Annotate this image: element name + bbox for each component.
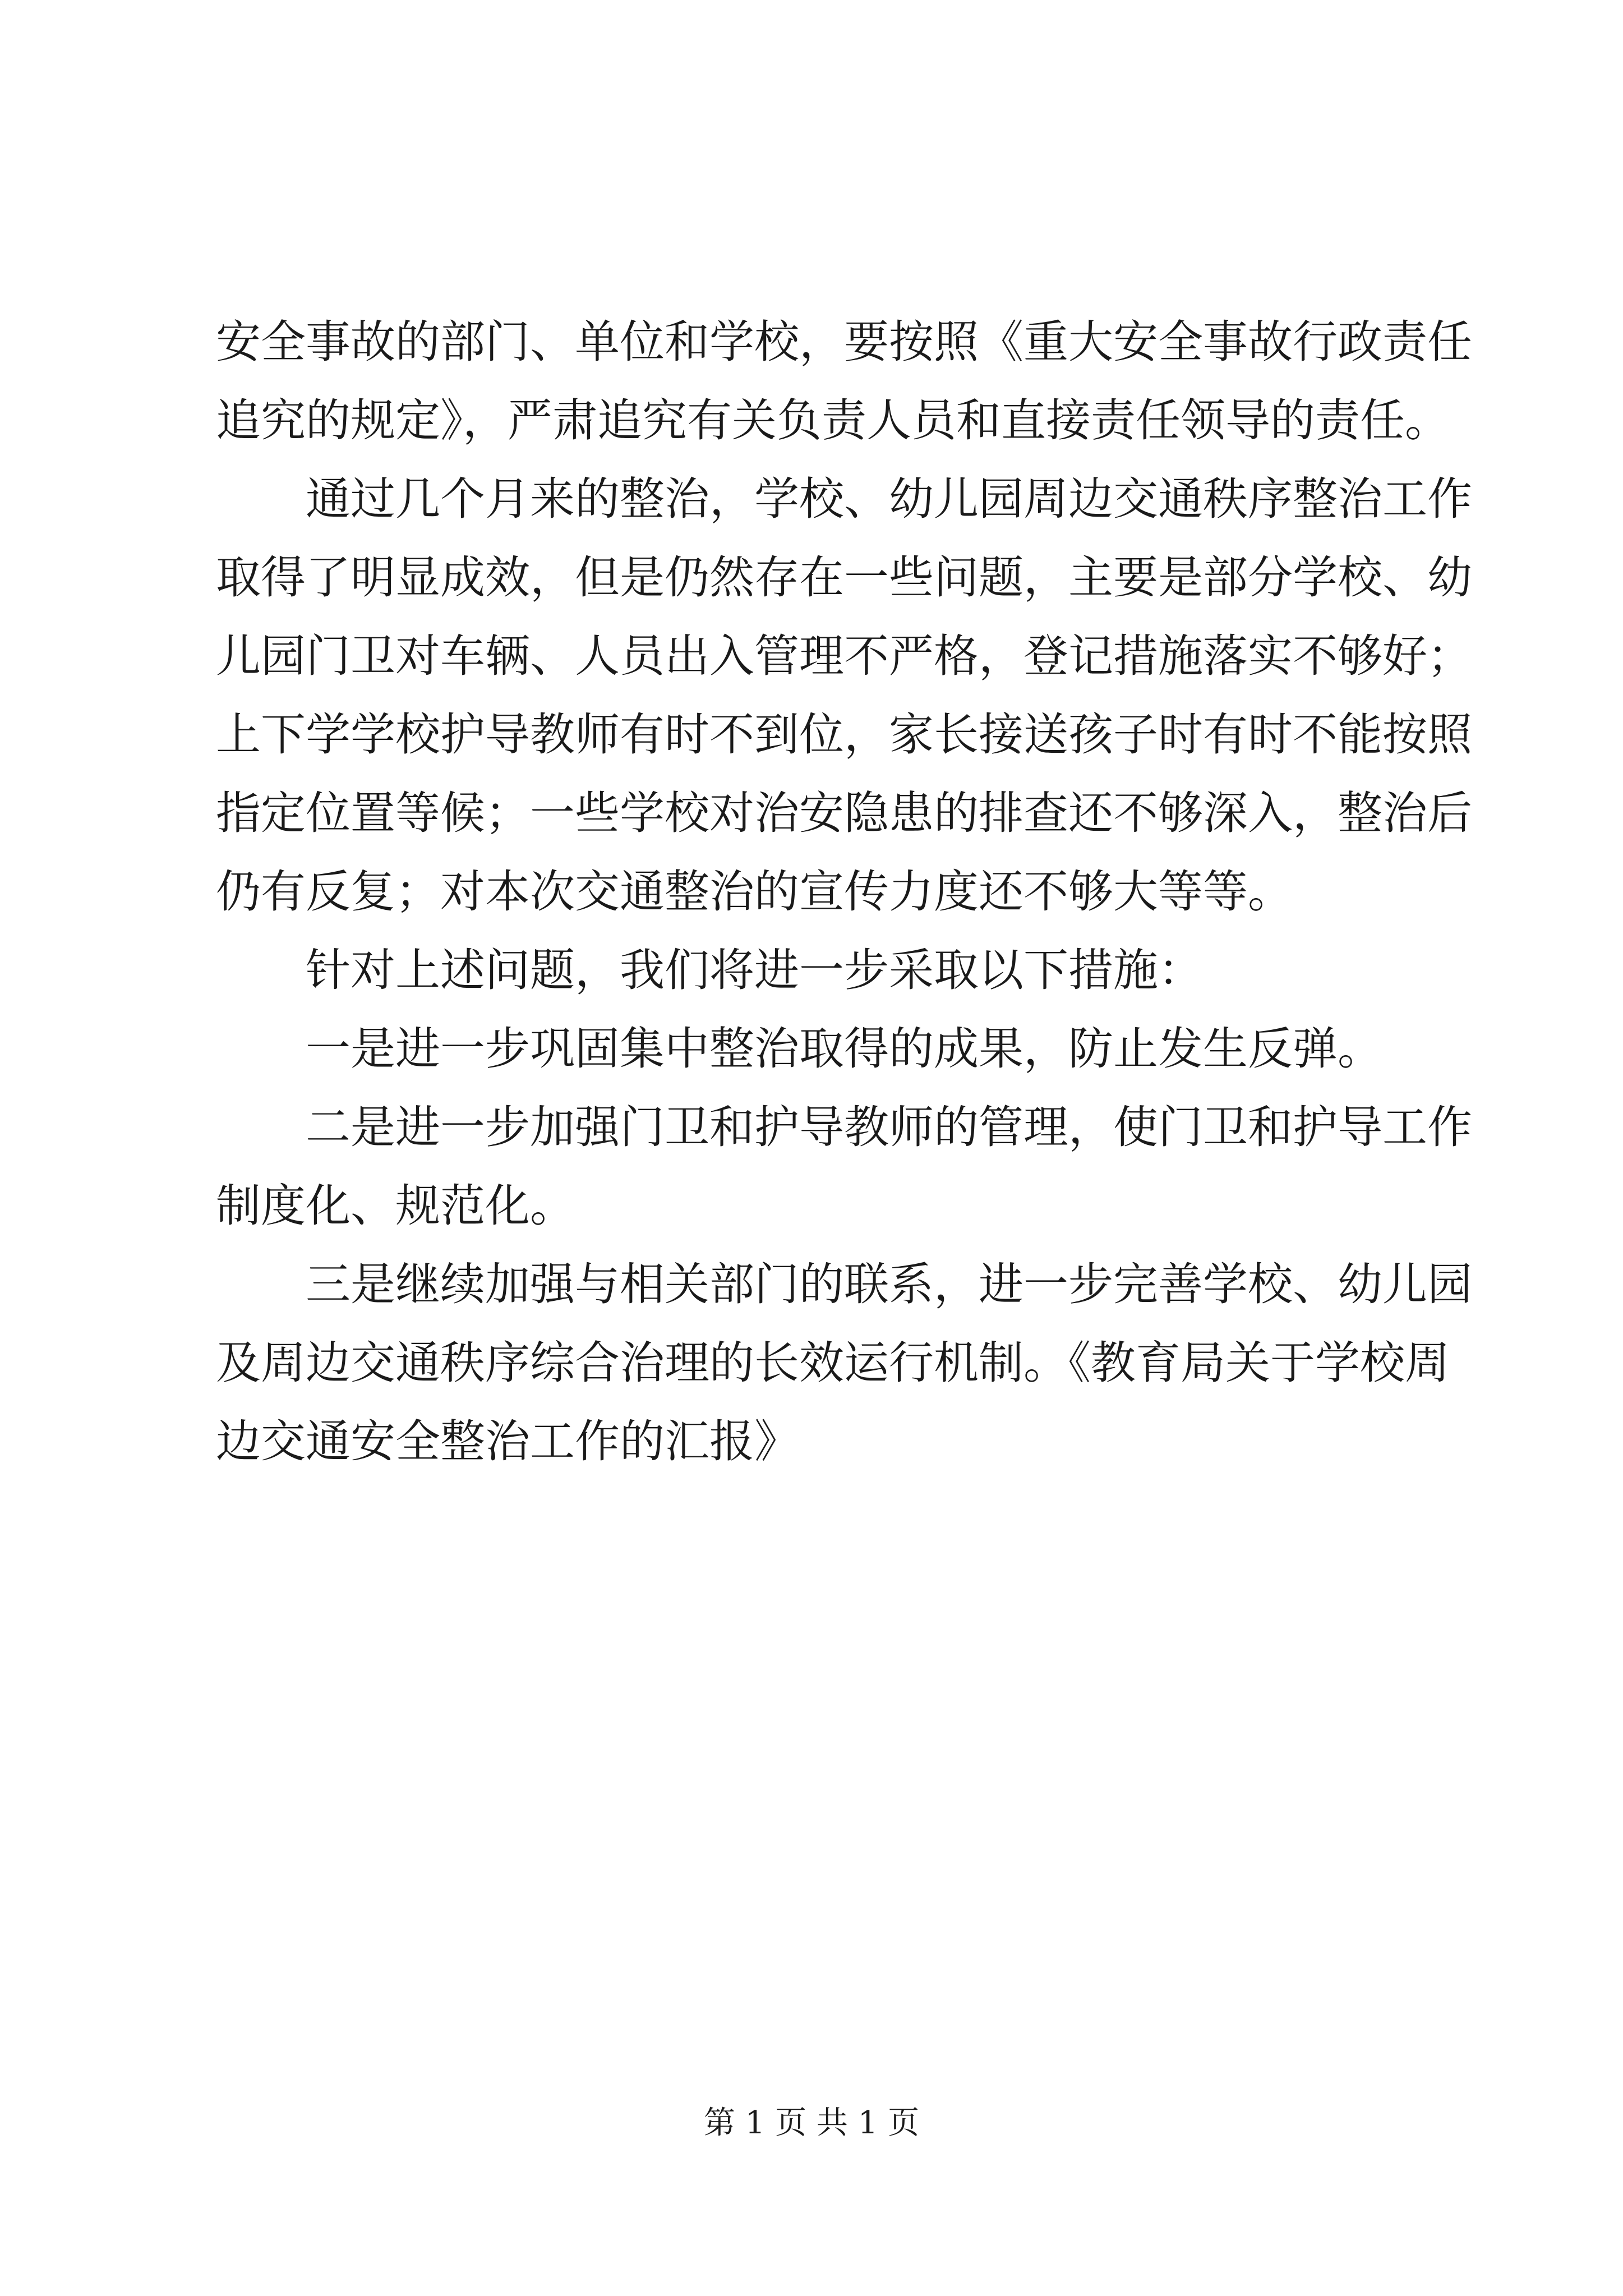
paragraph-first-line: 通过几个月来的整治，学校、幼儿园周边交通秩序整治工作 <box>306 473 1472 525</box>
text-line: 追究的规定》，严肃追究有关负责人员和直接责任领导的责任。 <box>216 394 1450 447</box>
text-line: 指定位置等候；一些学校对治安隐患的排查还不够深入，整治后 <box>216 787 1472 839</box>
document-body <box>216 303 1472 1481</box>
page-footer <box>0 2098 1623 2143</box>
text-line: 仍有反复；对本次交通整治的宣传力度还不够大等等。 <box>216 866 1293 918</box>
paragraph-first-line: 一是进一步巩固集中整治取得的成果，防止发生反弹。 <box>306 1023 1382 1075</box>
text-line: 儿园门卫对车辆、人员出入管理不严格，登记措施落实不够好； <box>216 630 1472 682</box>
text-line: 制度化、规范化。 <box>216 1180 575 1232</box>
text-line: 取得了明显成效，但是仍然存在一些问题，主要是部分学校、幼 <box>216 551 1472 604</box>
text-line: 安全事故的部门、单位和学校，要按照《重大安全事故行政责任 <box>216 316 1472 368</box>
text-line: 边交通安全整治工作的汇报》 <box>216 1415 799 1467</box>
page-number-label: 第 1 页 共 1 页 <box>703 2105 920 2141</box>
paragraph-first-line: 三是继续加强与相关部门的联系，进一步完善学校、幼儿园 <box>306 1258 1472 1310</box>
paragraph-first-line: 二是进一步加强门卫和护导教师的管理，使门卫和护导工作 <box>306 1101 1472 1153</box>
paragraph-first-line: 针对上述问题，我们将进一步采取以下措施： <box>306 944 1203 996</box>
text-line: 及周边交通秩序综合治理的长效运行机制。《教育局关于学校周 <box>216 1337 1450 1389</box>
text-line: 上下学学校护导教师有时不到位，家长接送孩子时有时不能按照 <box>216 708 1472 761</box>
